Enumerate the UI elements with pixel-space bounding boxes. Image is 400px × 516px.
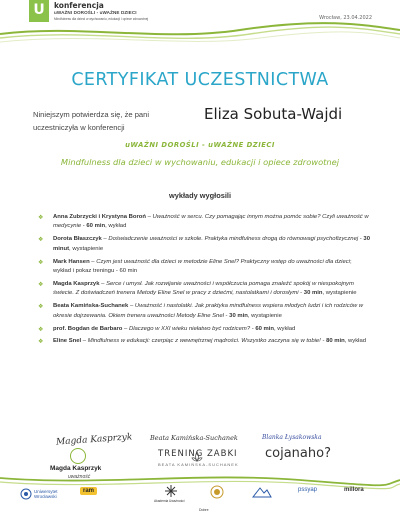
lecture-speaker: Magda Kasprzyk — [53, 280, 100, 287]
lecture-separator: – — [145, 214, 153, 220]
signature-blanka: Blanka Łysakowska — [262, 434, 322, 441]
lecture-speaker: Eline Snel — [53, 338, 82, 345]
lecture-duration: 30 min — [229, 312, 248, 319]
header-wave-decoration — [0, 20, 400, 46]
confirmation-text: Niniejszym potwierdza się, że pani uczestniczyła w konferencji — [33, 110, 150, 132]
knot-logo-icon — [164, 484, 178, 498]
lecture-separator: – — [128, 303, 135, 310]
pssyap-logo: pssyap — [298, 487, 318, 493]
lecture-type: , wystąpienie — [322, 290, 357, 297]
bullet-icon: ❖ — [38, 338, 44, 346]
header-conference-title: uWAŻNI DOROŚLI - uWAŻNE DZIECI — [54, 10, 137, 15]
signatory-role: uważność — [68, 474, 91, 480]
lecture-type: wykład i pokaz treningu - 60 min — [53, 268, 138, 275]
bullet-icon: ❖ — [38, 303, 44, 311]
lecture-type: , wystąpienie — [69, 245, 104, 252]
lecture-type: , wykład — [105, 223, 127, 230]
bullet-icon: ❖ — [38, 280, 44, 288]
lecture-topic: Uważność i nastolatki. Jak praktyka mindfulness wspiera młodych ludzi i ich rodziców w okresie dojrzewania. Okiem trenera uważności Metody Eline Snel — [53, 303, 364, 319]
university-logo-icon — [20, 488, 32, 500]
lecture-duration: 60 min — [86, 223, 106, 230]
lecture-topic: Dlaczego w XXI wieku niełatwo być rodzicem? — [128, 325, 251, 332]
lecture-separator: – — [99, 280, 107, 287]
treningi-logo: TRENING ZABKI — [158, 449, 238, 459]
lecture-dash: - — [358, 236, 364, 243]
lecture-item — [38, 337, 370, 346]
lecture-speaker: Mark Hansen — [53, 258, 90, 265]
lecture-speaker: Anna Zubrzycki i Krystyna Boroń — [53, 214, 146, 220]
lecture-speaker: Dorota Błaszczyk — [53, 236, 102, 243]
lecture-dash: - — [298, 290, 304, 297]
certificate-date: Wrocław, 23.04.2022 — [319, 15, 372, 21]
kasprzyk-logo-icon — [70, 448, 86, 464]
lecture-item — [38, 302, 370, 321]
lecture-dash: - — [250, 325, 256, 332]
university-logo-text: Uniwersytet Wrocławski — [34, 489, 58, 499]
treningi-subtitle: BEATA KAMIŃSKA-SUCHANEK — [158, 462, 239, 467]
lecture-item — [38, 325, 370, 334]
lecture-item — [38, 258, 370, 277]
lecture-duration: 60 min — [255, 325, 275, 332]
lecture-separator: – — [122, 325, 129, 332]
lecture-item — [38, 213, 370, 232]
signature-beata-kaminska: Beata Kamińska-Suchanek — [150, 434, 238, 442]
bullet-icon: ❖ — [38, 214, 44, 221]
academy-logo-text: Akademia Uważności — [154, 499, 185, 503]
bullet-icon: ❖ — [38, 236, 44, 244]
signatory-name: Magda Kasprzyk — [50, 465, 102, 472]
lecture-topic: Mindfulness w edukacji: czerpiąc z wewnętrznej mądrości. Wszystko zaczyna się w tobie! — [87, 338, 321, 345]
lecture-list — [38, 213, 370, 347]
lecture-topic: Czym jest uważność dla dzieci w metodzie Eline Snel? Praktyczny wstęp do uważności dla dzieci — [96, 258, 350, 265]
dobre-logo: Dobre — [199, 508, 209, 512]
certificate-title: CERTYFIKAT UCZESTNICTWA — [71, 70, 329, 90]
ram-logo: ram — [80, 487, 97, 495]
lecture-separator: – — [101, 236, 109, 243]
signature-magda-kasprzyk: Magda Kasprzyk — [55, 432, 133, 448]
mountain-logo-icon — [252, 486, 272, 498]
lecture-item — [38, 280, 370, 299]
millora-logo: millora — [344, 487, 364, 493]
participant-name: Eliza Sobuta-Wajdi — [204, 105, 343, 123]
lecture-type: , wykład — [344, 338, 367, 345]
lecture-topic: Serce i umysł. Jak rozwijanie uważności i współczucia pomaga znaleźć spokój w niespokojnym świecie. Z doświadczeń trenera Metody Eline Snel w pracy z dziećmi, nastolatkami i dorosłymi — [53, 280, 354, 297]
lecture-topic: Doświadczenie uważności w szkole. Praktyka mindfulness drogą do równowagi psychofizycznej — [108, 236, 359, 243]
lecture-speaker: Beata Kamińska-Suchanek — [53, 303, 129, 310]
lecture-duration: 30 min — [303, 290, 323, 297]
lecture-dash: ; — [349, 258, 352, 265]
lecture-item — [38, 235, 370, 254]
lecture-type: , wykład — [274, 325, 296, 332]
conference-title: uWAŻNI DOROŚLI - uWAŻNE DZIECI — [125, 141, 275, 149]
lecture-speaker: prof. Bogdan de Barbaro — [53, 325, 123, 332]
lecture-duration: 30 minut — [53, 236, 370, 252]
lecture-duration: 80 min — [326, 338, 345, 345]
lecture-topic: Uważność w sercu. Czy pomagając innym można pomóc sobie? Czyli uważność w medycynie — [53, 214, 369, 230]
partner-logos — [14, 482, 386, 516]
lecture-type: , wystąpienie — [247, 312, 282, 319]
conference-logo-icon: U — [29, 0, 49, 22]
lecture-dash: - — [81, 223, 87, 230]
lecture-dash: - — [320, 338, 327, 345]
header-conference-subtitle: Mindfulness dla dzieci w wychowaniu, edukacji i opiece zdrowotnej — [54, 17, 149, 21]
bullet-icon: ❖ — [38, 258, 44, 266]
cojanaho-logo: cojanaho? — [265, 446, 331, 461]
lectures-heading: wykłady wygłosili — [168, 191, 232, 200]
bullet-icon: ❖ — [38, 325, 44, 333]
lecture-separator: – — [89, 258, 97, 265]
seal-logo-icon — [210, 485, 224, 499]
lecture-separator: – — [81, 338, 88, 345]
lecture-dash: - — [223, 312, 230, 319]
header-conference-word: konferencja — [54, 1, 104, 10]
conference-subtitle: Mindfulness dla dzieci w wychowaniu, edukacji i opiece zdrowotnej — [60, 157, 340, 167]
